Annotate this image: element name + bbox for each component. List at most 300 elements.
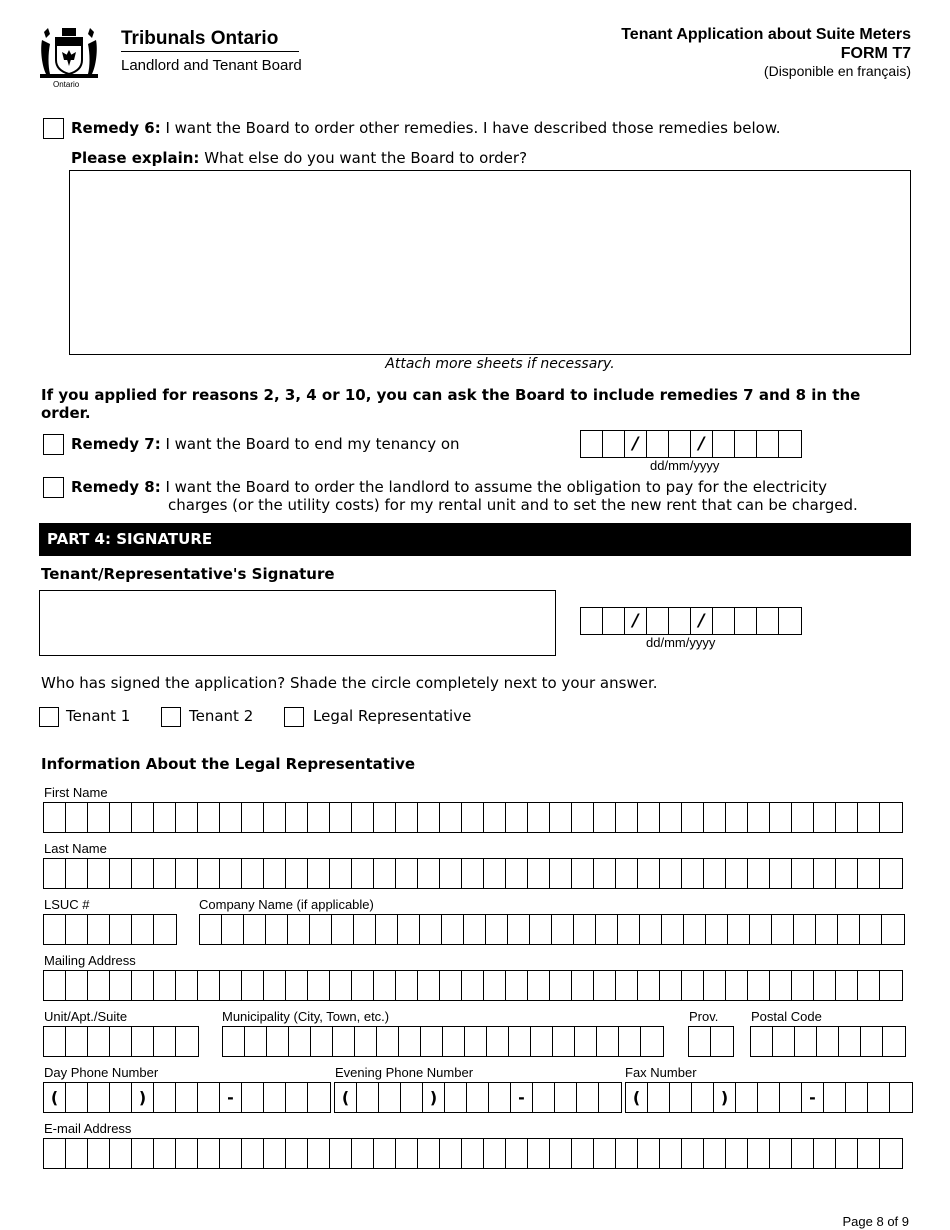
grid-cell[interactable]: [860, 915, 882, 944]
grid-cell[interactable]: [44, 1027, 66, 1056]
grid-cell[interactable]: [726, 803, 748, 832]
grid-cell[interactable]: [465, 1027, 487, 1056]
grid-cell[interactable]: [355, 1027, 377, 1056]
grid-cell[interactable]: [44, 915, 66, 944]
grid-cell[interactable]: [66, 1083, 88, 1112]
signature-date-field[interactable]: / /: [580, 607, 802, 635]
grid-cell[interactable]: [836, 1139, 858, 1168]
grid-cell[interactable]: [154, 859, 176, 888]
grid-cell[interactable]: [506, 803, 528, 832]
grid-cell[interactable]: [836, 803, 858, 832]
grid-cell[interactable]: [528, 803, 550, 832]
municipality-input[interactable]: [222, 1026, 664, 1057]
grid-cell[interactable]: [574, 915, 596, 944]
grid-cell[interactable]: [264, 1139, 286, 1168]
grid-cell[interactable]: [352, 803, 374, 832]
grid-cell[interactable]: [858, 971, 880, 1000]
fax-label: Fax Number: [625, 1065, 697, 1080]
grid-cell[interactable]: [289, 1027, 311, 1056]
grid-cell[interactable]: [418, 803, 440, 832]
grid-cell[interactable]: [682, 803, 704, 832]
grid-cell[interactable]: [619, 1027, 641, 1056]
grid-cell[interactable]: [462, 803, 484, 832]
signature-field[interactable]: [39, 590, 556, 656]
grid-cell[interactable]: [330, 859, 352, 888]
grid-cell[interactable]: [308, 1083, 330, 1112]
grid-cell[interactable]: [692, 1083, 714, 1112]
grid-cell[interactable]: [770, 803, 792, 832]
grid-cell[interactable]: [550, 971, 572, 1000]
day-phone-label: Day Phone Number: [44, 1065, 159, 1080]
grid-cell[interactable]: [594, 1139, 616, 1168]
grid-cell[interactable]: [132, 915, 154, 944]
grid-cell[interactable]: [770, 859, 792, 888]
grid-cell[interactable]: [704, 971, 726, 1000]
grid-cell[interactable]: [648, 1083, 670, 1112]
grid-cell[interactable]: [726, 971, 748, 1000]
grid-cell[interactable]: [244, 915, 266, 944]
evening-phone-input[interactable]: [334, 1082, 622, 1113]
grid-cell[interactable]: [486, 915, 508, 944]
grid-cell[interactable]: [506, 1139, 528, 1168]
grid-cell[interactable]: [462, 859, 484, 888]
grid-cell[interactable]: [267, 1027, 289, 1056]
remedy-8-checkbox[interactable]: [43, 477, 64, 498]
grid-cell[interactable]: [88, 1083, 110, 1112]
grid-cell[interactable]: [66, 915, 88, 944]
grid-cell[interactable]: [264, 1083, 286, 1112]
grid-cell[interactable]: [223, 1027, 245, 1056]
grid-cell[interactable]: [198, 1083, 220, 1112]
grid-cell[interactable]: [308, 859, 330, 888]
grid-cell[interactable]: [374, 1139, 396, 1168]
grid-cell[interactable]: [792, 1139, 814, 1168]
grid-cell[interactable]: [660, 1139, 682, 1168]
grid-cell[interactable]: [509, 1027, 531, 1056]
grid-cell[interactable]: [773, 1027, 795, 1056]
grid-cell[interactable]: [88, 859, 110, 888]
grid-cell[interactable]: [726, 1139, 748, 1168]
grid-cell[interactable]: [550, 803, 572, 832]
grid-cell[interactable]: [528, 859, 550, 888]
grid-cell[interactable]: [330, 803, 352, 832]
grid-cell[interactable]: [88, 971, 110, 1000]
grid-cell[interactable]: [728, 915, 750, 944]
grid-cell[interactable]: [421, 1027, 443, 1056]
grid-cell[interactable]: [44, 803, 66, 832]
header-divider: [121, 51, 299, 52]
grid-cell[interactable]: [396, 803, 418, 832]
grid-cell[interactable]: [242, 859, 264, 888]
province-input[interactable]: [688, 1026, 734, 1057]
grid-cell[interactable]: [555, 1083, 577, 1112]
grid-cell[interactable]: [66, 971, 88, 1000]
grid-cell[interactable]: [198, 859, 220, 888]
grid-cell[interactable]: [401, 1083, 423, 1112]
explain-prompt: [71, 149, 527, 167]
grid-cell[interactable]: [242, 971, 264, 1000]
grid-cell[interactable]: [838, 915, 860, 944]
grid-cell[interactable]: [638, 803, 660, 832]
grid-cell[interactable]: [553, 1027, 575, 1056]
grid-cell[interactable]: [110, 1027, 132, 1056]
grid-cell[interactable]: [489, 1083, 511, 1112]
grid-cell[interactable]: (: [44, 1083, 66, 1112]
grid-cell[interactable]: [445, 1083, 467, 1112]
grid-cell[interactable]: [880, 859, 902, 888]
grid-cell[interactable]: [154, 1027, 176, 1056]
grid-cell[interactable]: [110, 915, 132, 944]
grid-cell[interactable]: [308, 1139, 330, 1168]
grid-cell[interactable]: [792, 971, 814, 1000]
grid-cell[interactable]: [332, 915, 354, 944]
grid-cell[interactable]: [286, 1139, 308, 1168]
grid-cell[interactable]: [711, 1027, 733, 1056]
grid-cell[interactable]: [286, 971, 308, 1000]
grid-cell[interactable]: -: [220, 1083, 242, 1112]
grid-cell[interactable]: [572, 971, 594, 1000]
lsuc-input[interactable]: [43, 914, 177, 945]
logo-caption: Ontario: [53, 80, 80, 89]
grid-cell[interactable]: (: [626, 1083, 648, 1112]
grid-cell[interactable]: [883, 1027, 905, 1056]
grid-cell[interactable]: [817, 1027, 839, 1056]
grid-cell[interactable]: [794, 915, 816, 944]
grid-cell[interactable]: [814, 971, 836, 1000]
grid-cell[interactable]: [110, 803, 132, 832]
grid-cell[interactable]: [868, 1083, 890, 1112]
grid-cell[interactable]: [704, 1139, 726, 1168]
tenant-1-checkbox[interactable]: [39, 707, 59, 727]
grid-cell[interactable]: [242, 1083, 264, 1112]
grid-cell[interactable]: [880, 803, 902, 832]
first-name-input[interactable]: [43, 802, 903, 833]
grid-cell[interactable]: [770, 971, 792, 1000]
grid-cell[interactable]: [132, 1027, 154, 1056]
grid-cell[interactable]: [660, 803, 682, 832]
grid-cell[interactable]: [198, 803, 220, 832]
grid-cell[interactable]: [594, 803, 616, 832]
grid-cell[interactable]: [508, 915, 530, 944]
grid-cell[interactable]: [440, 803, 462, 832]
grid-cell[interactable]: [399, 1027, 421, 1056]
grid-cell[interactable]: [198, 971, 220, 1000]
grid-cell[interactable]: [484, 859, 506, 888]
grid-cell[interactable]: [638, 859, 660, 888]
grid-cell[interactable]: [176, 859, 198, 888]
grid-cell[interactable]: [846, 1083, 868, 1112]
tenant-2-label: Tenant 2: [189, 707, 254, 725]
grid-cell[interactable]: [418, 859, 440, 888]
grid-cell[interactable]: [66, 1139, 88, 1168]
grid-cell[interactable]: [440, 971, 462, 1000]
grid-cell[interactable]: [462, 971, 484, 1000]
day-phone-input[interactable]: [43, 1082, 331, 1113]
remedy-6-checkbox[interactable]: [43, 118, 64, 139]
grid-cell[interactable]: [330, 1139, 352, 1168]
grid-cell[interactable]: [286, 803, 308, 832]
grid-cell[interactable]: [154, 1139, 176, 1168]
grid-cell[interactable]: [154, 915, 176, 944]
grid-cell[interactable]: [751, 1027, 773, 1056]
grid-cell[interactable]: [662, 915, 684, 944]
grid-cell[interactable]: [440, 1139, 462, 1168]
grid-cell[interactable]: [418, 971, 440, 1000]
grid-cell[interactable]: [858, 803, 880, 832]
grid-cell[interactable]: [154, 803, 176, 832]
grid-cell[interactable]: [528, 1139, 550, 1168]
grid-cell[interactable]: [311, 1027, 333, 1056]
grid-cell[interactable]: [484, 803, 506, 832]
grid-cell[interactable]: -: [802, 1083, 824, 1112]
grid-cell[interactable]: [689, 1027, 711, 1056]
grid-cell[interactable]: [200, 915, 222, 944]
grid-cell[interactable]: [66, 859, 88, 888]
grid-cell[interactable]: [398, 915, 420, 944]
grid-cell[interactable]: [638, 971, 660, 1000]
grid-cell[interactable]: [616, 1139, 638, 1168]
grid-cell[interactable]: ): [423, 1083, 445, 1112]
grid-cell[interactable]: [420, 915, 442, 944]
grid-cell[interactable]: [577, 1083, 599, 1112]
remedy-7-checkbox[interactable]: [43, 434, 64, 455]
grid-cell[interactable]: [308, 803, 330, 832]
grid-cell[interactable]: [66, 803, 88, 832]
grid-cell[interactable]: [795, 1027, 817, 1056]
grid-cell[interactable]: [222, 915, 244, 944]
grid-cell[interactable]: [352, 971, 374, 1000]
grid-cell[interactable]: [572, 803, 594, 832]
grid-cell[interactable]: [814, 859, 836, 888]
grid-cell[interactable]: [467, 1083, 489, 1112]
grid-cell[interactable]: [550, 859, 572, 888]
grid-cell[interactable]: [379, 1083, 401, 1112]
grid-cell[interactable]: [616, 859, 638, 888]
grid-cell[interactable]: [484, 1139, 506, 1168]
grid-cell[interactable]: [440, 859, 462, 888]
grid-cell[interactable]: [88, 1139, 110, 1168]
grid-cell[interactable]: [220, 1139, 242, 1168]
other-remedies-textarea[interactable]: [69, 170, 911, 355]
grid-cell[interactable]: [176, 1027, 198, 1056]
grid-cell[interactable]: [352, 859, 374, 888]
grid-cell[interactable]: [374, 803, 396, 832]
grid-cell[interactable]: [839, 1027, 861, 1056]
grid-cell[interactable]: [861, 1027, 883, 1056]
grid-cell[interactable]: [706, 915, 728, 944]
grid-cell[interactable]: [484, 971, 506, 1000]
grid-cell[interactable]: [682, 859, 704, 888]
grid-cell[interactable]: [552, 915, 574, 944]
grid-cell[interactable]: [594, 971, 616, 1000]
grid-cell[interactable]: [66, 1027, 88, 1056]
grid-cell[interactable]: ): [132, 1083, 154, 1112]
grid-cell[interactable]: [880, 1139, 902, 1168]
grid-cell[interactable]: [506, 971, 528, 1000]
grid-cell[interactable]: [443, 1027, 465, 1056]
grid-cell[interactable]: (: [335, 1083, 357, 1112]
grid-cell[interactable]: [220, 859, 242, 888]
tenant-2-checkbox[interactable]: [161, 707, 181, 727]
explain-label: Please explain:: [71, 149, 200, 167]
grid-cell[interactable]: [594, 859, 616, 888]
grid-cell[interactable]: [726, 859, 748, 888]
grid-cell[interactable]: [682, 971, 704, 1000]
grid-cell[interactable]: [264, 859, 286, 888]
grid-cell[interactable]: [176, 1083, 198, 1112]
grid-cell[interactable]: [330, 971, 352, 1000]
grid-cell[interactable]: [572, 859, 594, 888]
grid-cell[interactable]: [132, 971, 154, 1000]
grid-cell[interactable]: [242, 1139, 264, 1168]
grid-cell[interactable]: [374, 971, 396, 1000]
grid-cell[interactable]: [154, 1083, 176, 1112]
grid-cell[interactable]: [462, 1139, 484, 1168]
grid-cell[interactable]: [858, 1139, 880, 1168]
email-input[interactable]: [43, 1138, 903, 1169]
grid-cell[interactable]: [880, 971, 902, 1000]
grid-cell[interactable]: [836, 859, 858, 888]
grid-cell[interactable]: [376, 915, 398, 944]
grid-cell[interactable]: [858, 859, 880, 888]
grid-cell[interactable]: [750, 915, 772, 944]
grid-cell[interactable]: [88, 915, 110, 944]
grid-cell[interactable]: [684, 915, 706, 944]
grid-cell[interactable]: ): [714, 1083, 736, 1112]
grid-cell[interactable]: [824, 1083, 846, 1112]
grid-cell[interactable]: [748, 1139, 770, 1168]
grid-cell[interactable]: [550, 1139, 572, 1168]
grid-cell[interactable]: [682, 1139, 704, 1168]
grid-cell[interactable]: [132, 1139, 154, 1168]
grid-cell[interactable]: [816, 915, 838, 944]
grid-cell[interactable]: [616, 803, 638, 832]
grid-cell[interactable]: [88, 1027, 110, 1056]
grid-cell[interactable]: [780, 1083, 802, 1112]
grid-cell[interactable]: [310, 915, 332, 944]
grid-cell[interactable]: [288, 915, 310, 944]
grid-cell[interactable]: [533, 1083, 555, 1112]
grid-cell[interactable]: [660, 859, 682, 888]
grid-cell[interactable]: [814, 803, 836, 832]
grid-cell[interactable]: [814, 1139, 836, 1168]
grid-cell[interactable]: [792, 859, 814, 888]
grid-cell[interactable]: [748, 859, 770, 888]
grid-cell[interactable]: [792, 803, 814, 832]
grid-cell[interactable]: [704, 859, 726, 888]
grid-cell[interactable]: [220, 971, 242, 1000]
unit-input[interactable]: [43, 1026, 199, 1057]
grid-cell[interactable]: [242, 803, 264, 832]
grid-cell[interactable]: [44, 859, 66, 888]
grid-cell[interactable]: [597, 1027, 619, 1056]
grid-cell[interactable]: [748, 803, 770, 832]
grid-cell[interactable]: [616, 971, 638, 1000]
grid-cell[interactable]: [618, 915, 640, 944]
grid-cell[interactable]: [352, 1139, 374, 1168]
explain-text: What else do you want the Board to order?: [199, 149, 528, 167]
grid-cell[interactable]: [245, 1027, 267, 1056]
grid-cell[interactable]: [176, 1139, 198, 1168]
grid-cell[interactable]: [357, 1083, 379, 1112]
grid-cell[interactable]: [308, 971, 330, 1000]
grid-cell[interactable]: [758, 1083, 780, 1112]
postal-code-input[interactable]: [750, 1026, 906, 1057]
grid-cell[interactable]: [176, 971, 198, 1000]
company-input[interactable]: [199, 914, 905, 945]
grid-cell[interactable]: [531, 1027, 553, 1056]
grid-cell[interactable]: [110, 1083, 132, 1112]
grid-cell[interactable]: [836, 971, 858, 1000]
grid-cell[interactable]: [882, 915, 904, 944]
grid-cell[interactable]: [464, 915, 486, 944]
grid-cell[interactable]: [638, 1139, 660, 1168]
grid-cell[interactable]: [110, 859, 132, 888]
grid-cell[interactable]: [110, 1139, 132, 1168]
grid-cell[interactable]: [748, 971, 770, 1000]
grid-cell[interactable]: [442, 915, 464, 944]
remedy-7-date-field[interactable]: / /: [580, 430, 802, 458]
grid-cell[interactable]: [641, 1027, 663, 1056]
grid-cell[interactable]: [132, 803, 154, 832]
grid-cell[interactable]: [530, 915, 552, 944]
grid-cell[interactable]: [396, 1139, 418, 1168]
grid-cell[interactable]: [506, 859, 528, 888]
grid-cell[interactable]: [110, 971, 132, 1000]
grid-cell[interactable]: [374, 859, 396, 888]
grid-cell[interactable]: [198, 1139, 220, 1168]
grid-cell[interactable]: [418, 1139, 440, 1168]
grid-cell[interactable]: [890, 1083, 912, 1112]
grid-cell[interactable]: [528, 971, 550, 1000]
grid-cell[interactable]: [736, 1083, 758, 1112]
grid-cell[interactable]: [599, 1083, 621, 1112]
grid-cell[interactable]: [596, 915, 618, 944]
grid-cell[interactable]: [396, 971, 418, 1000]
grid-cell[interactable]: [640, 915, 662, 944]
grid-cell[interactable]: [704, 803, 726, 832]
grid-cell[interactable]: [264, 971, 286, 1000]
grid-cell[interactable]: [660, 971, 682, 1000]
grid-cell[interactable]: [772, 915, 794, 944]
grid-cell[interactable]: [575, 1027, 597, 1056]
grid-cell[interactable]: [286, 859, 308, 888]
grid-cell[interactable]: [377, 1027, 399, 1056]
grid-cell[interactable]: [396, 859, 418, 888]
grid-cell[interactable]: [88, 803, 110, 832]
grid-cell[interactable]: [572, 1139, 594, 1168]
legal-rep-checkbox[interactable]: [284, 707, 304, 727]
grid-cell[interactable]: [264, 803, 286, 832]
grid-cell[interactable]: [154, 971, 176, 1000]
grid-cell[interactable]: [770, 1139, 792, 1168]
grid-cell[interactable]: [220, 803, 242, 832]
mailing-address-input[interactable]: [43, 970, 903, 1001]
grid-cell[interactable]: [266, 915, 288, 944]
grid-cell[interactable]: [44, 1139, 66, 1168]
grid-cell[interactable]: [286, 1083, 308, 1112]
grid-cell[interactable]: [670, 1083, 692, 1112]
last-name-input[interactable]: [43, 858, 903, 889]
fax-input[interactable]: [625, 1082, 913, 1113]
grid-cell[interactable]: [132, 859, 154, 888]
grid-cell[interactable]: [333, 1027, 355, 1056]
grid-cell[interactable]: [354, 915, 376, 944]
grid-cell[interactable]: [487, 1027, 509, 1056]
grid-cell[interactable]: [44, 971, 66, 1000]
grid-cell[interactable]: [176, 803, 198, 832]
grid-cell[interactable]: -: [511, 1083, 533, 1112]
